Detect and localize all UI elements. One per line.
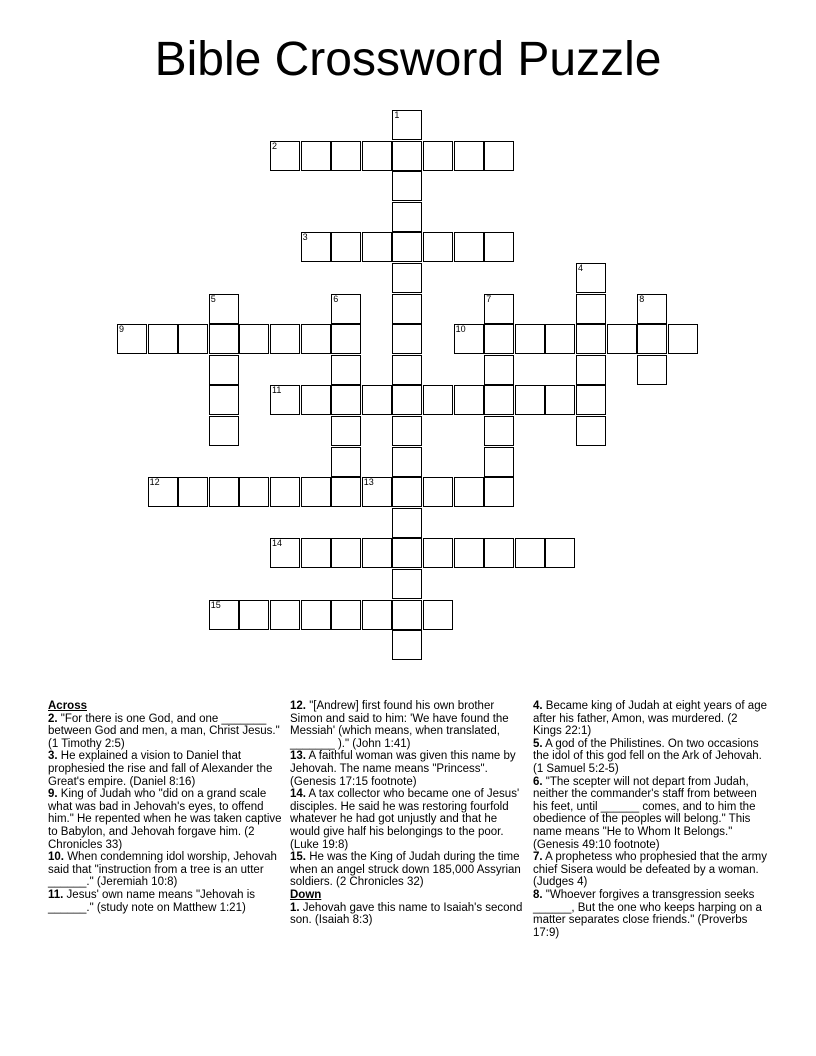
letter-input[interactable] xyxy=(546,386,574,414)
down-header: Down xyxy=(290,888,322,901)
letter-input[interactable] xyxy=(577,325,605,353)
grid-cell[interactable] xyxy=(576,416,606,446)
clue xyxy=(290,788,526,851)
clue-text: When condemning idol worship, Jehovah said that "instruction from a tree is an utter ______." (Jeremiah 10:8) xyxy=(48,851,277,889)
clue xyxy=(533,851,769,889)
clue-text: Jehovah gave this name to Isaiah's second son. (Isaiah 8:3) xyxy=(290,901,523,927)
grid-cell[interactable] xyxy=(331,355,361,385)
letter-input[interactable] xyxy=(393,233,421,261)
clue xyxy=(290,851,526,889)
clue-number: 2. xyxy=(48,712,58,725)
grid-cell[interactable] xyxy=(239,324,269,354)
grid-cell[interactable] xyxy=(454,141,484,171)
grid-cell[interactable] xyxy=(484,477,514,507)
grid-cell[interactable] xyxy=(392,324,422,354)
letter-input[interactable] xyxy=(332,448,360,476)
letter-input[interactable] xyxy=(424,539,452,567)
clue xyxy=(48,851,284,889)
cell-number: 2 xyxy=(272,140,278,151)
letter-input[interactable] xyxy=(393,570,421,598)
letter-input[interactable] xyxy=(210,601,238,629)
grid-cell[interactable] xyxy=(484,324,514,354)
clue xyxy=(48,788,284,851)
grid-cell[interactable] xyxy=(148,324,178,354)
letter-input[interactable] xyxy=(118,325,146,353)
grid-cell[interactable] xyxy=(239,477,269,507)
letter-input[interactable] xyxy=(424,386,452,414)
letter-input[interactable] xyxy=(577,356,605,384)
clue-number: 1. xyxy=(290,901,300,914)
grid-cell[interactable] xyxy=(148,477,178,507)
letter-input[interactable] xyxy=(577,386,605,414)
grid-cell[interactable] xyxy=(209,416,239,446)
cell-number: 13 xyxy=(363,477,374,488)
puzzle-title: Bible Crossword Puzzle xyxy=(154,33,662,86)
letter-input[interactable] xyxy=(363,386,391,414)
letter-input[interactable] xyxy=(302,233,330,261)
grid-cell[interactable] xyxy=(331,538,361,568)
letter-input[interactable] xyxy=(485,448,513,476)
grid-cell[interactable] xyxy=(576,263,606,293)
grid-cell[interactable] xyxy=(270,324,300,354)
clues-column-2 xyxy=(290,700,526,927)
grid-cell[interactable] xyxy=(301,477,331,507)
letter-input[interactable] xyxy=(577,264,605,292)
letter-input[interactable] xyxy=(638,356,666,384)
letter-input[interactable] xyxy=(210,325,238,353)
grid-cell[interactable] xyxy=(301,141,331,171)
letter-input[interactable] xyxy=(271,478,299,506)
grid-cell[interactable] xyxy=(545,538,575,568)
letter-input[interactable] xyxy=(516,539,544,567)
clue-text: A prophetess who prophesied that the army chief Sisera would be defeated by a woman. (Judges 4) xyxy=(533,851,767,889)
clue xyxy=(48,750,284,788)
clue xyxy=(533,700,769,738)
clue-text: A faithful woman was given this name by Jehovah. The name means "Princess". (Genesis 17:15 footnote) xyxy=(290,750,516,788)
grid-cell[interactable] xyxy=(270,385,300,415)
cell-number: 10 xyxy=(455,324,466,335)
letter-input[interactable] xyxy=(332,325,360,353)
grid-cell[interactable] xyxy=(392,232,422,262)
clue-number: 15. xyxy=(290,851,306,864)
letter-input[interactable] xyxy=(393,478,421,506)
clue-text: A tax collector who became one of Jesus' disciples. He said he was restoring fourfold whatever he had got unjustly and that he would give half his belongings to the poor. (Luke 19:8) xyxy=(290,788,520,851)
grid-cell[interactable] xyxy=(362,385,392,415)
clue-text: "The scepter will not depart from Judah, neither the commander's staff from between his feet, until ______ comes, and to him the obedience of the peoples will belong." This name means "He to Whom It Belongs." (Genesis 49:10 footnote) xyxy=(533,775,757,851)
grid-cell[interactable] xyxy=(301,385,331,415)
letter-input[interactable] xyxy=(393,386,421,414)
cell-number: 9 xyxy=(119,324,125,335)
cell-number: 15 xyxy=(210,599,221,610)
letter-input[interactable] xyxy=(363,478,391,506)
clues-column-1 xyxy=(48,700,284,914)
letter-input[interactable] xyxy=(393,631,421,659)
grid-cell[interactable] xyxy=(239,600,269,630)
grid-cell[interactable] xyxy=(392,202,422,232)
grid-cell[interactable] xyxy=(515,324,545,354)
grid-cell[interactable] xyxy=(576,294,606,324)
grid-cell[interactable] xyxy=(392,355,422,385)
letter-input[interactable] xyxy=(393,448,421,476)
letter-input[interactable] xyxy=(302,478,330,506)
grid-cell[interactable] xyxy=(637,294,667,324)
cell-number: 11 xyxy=(272,385,282,396)
letter-input[interactable] xyxy=(455,478,483,506)
grid-cell[interactable] xyxy=(209,355,239,385)
letter-input[interactable] xyxy=(210,386,238,414)
letter-input[interactable] xyxy=(302,142,330,170)
letter-input[interactable] xyxy=(393,142,421,170)
letter-input[interactable] xyxy=(393,509,421,537)
grid-cell[interactable] xyxy=(270,600,300,630)
letter-input[interactable] xyxy=(210,295,238,323)
clue-text: A god of the Philistines. On two occasions the idol of this god fell on the Ark of Jehovah. (1 Samuel 5:2-5) xyxy=(533,737,762,775)
grid-cell[interactable] xyxy=(454,477,484,507)
clue xyxy=(533,738,769,776)
grid-cell[interactable] xyxy=(301,232,331,262)
letter-input[interactable] xyxy=(485,142,513,170)
grid-cell[interactable] xyxy=(331,232,361,262)
letter-input[interactable] xyxy=(271,325,299,353)
letter-input[interactable] xyxy=(332,386,360,414)
letter-input[interactable] xyxy=(179,478,207,506)
clue-number: 13. xyxy=(290,750,306,763)
letter-input[interactable] xyxy=(332,417,360,445)
grid-cell[interactable] xyxy=(362,477,392,507)
grid-cell[interactable] xyxy=(545,385,575,415)
grid-cell[interactable] xyxy=(484,294,514,324)
clue xyxy=(290,700,526,750)
letter-input[interactable] xyxy=(485,478,513,506)
letter-input[interactable] xyxy=(393,601,421,629)
grid-cell[interactable] xyxy=(392,171,422,201)
across-header: Across xyxy=(48,700,87,712)
grid-cell[interactable] xyxy=(515,538,545,568)
cell-number: 6 xyxy=(333,293,339,304)
clue-number: 6. xyxy=(533,775,543,788)
clue-text: Jesus' own name means "Jehovah is ______." (study note on Matthew 1:21) xyxy=(48,888,256,914)
grid-cell[interactable] xyxy=(454,385,484,415)
letter-input[interactable] xyxy=(271,601,299,629)
letter-input[interactable] xyxy=(455,233,483,261)
letter-input[interactable] xyxy=(363,601,391,629)
grid-cell[interactable] xyxy=(331,600,361,630)
cell-number: 5 xyxy=(210,293,216,304)
cell-number: 4 xyxy=(578,263,584,273)
letter-input[interactable] xyxy=(455,325,483,353)
letter-input[interactable] xyxy=(302,386,330,414)
grid-cell[interactable] xyxy=(331,477,361,507)
clue-number: 5. xyxy=(533,737,543,750)
grid-cell[interactable] xyxy=(392,447,422,477)
grid-cell[interactable] xyxy=(331,447,361,477)
letter-input[interactable] xyxy=(516,386,544,414)
letter-input[interactable] xyxy=(363,233,391,261)
grid-cell[interactable] xyxy=(423,477,453,507)
grid-cell[interactable] xyxy=(392,508,422,538)
letter-input[interactable] xyxy=(424,142,452,170)
letter-input[interactable] xyxy=(577,295,605,323)
letter-input[interactable] xyxy=(393,264,421,292)
letter-input[interactable] xyxy=(393,356,421,384)
grid-cell[interactable] xyxy=(545,324,575,354)
clue-text: "[Andrew] first found his own brother Simon and said to him: 'We have found the Messiah' (which means, when translated, _______ )." (John 1:41) xyxy=(290,700,509,750)
grid-cell[interactable] xyxy=(301,600,331,630)
grid-cell[interactable] xyxy=(423,385,453,415)
grid-cell[interactable] xyxy=(392,477,422,507)
letter-input[interactable] xyxy=(608,325,636,353)
letter-input[interactable] xyxy=(546,539,574,567)
letter-input[interactable] xyxy=(485,356,513,384)
letter-input[interactable] xyxy=(332,295,360,323)
grid-cell[interactable] xyxy=(178,477,208,507)
grid-cell[interactable] xyxy=(423,600,453,630)
letter-input[interactable] xyxy=(332,233,360,261)
letter-input[interactable] xyxy=(332,142,360,170)
letter-input[interactable] xyxy=(485,417,513,445)
letter-input[interactable] xyxy=(638,295,666,323)
clue-text: "For there is one God, and one _______ between God and men, a man, Christ Jesus." (1 Timothy 2:5) xyxy=(48,712,280,750)
letter-input[interactable] xyxy=(485,233,513,261)
grid-cell[interactable] xyxy=(637,355,667,385)
grid-cell[interactable] xyxy=(362,232,392,262)
grid-cell[interactable] xyxy=(209,324,239,354)
letter-input[interactable] xyxy=(393,172,421,200)
cell-number: 12 xyxy=(149,477,160,488)
clue-text: Became king of Judah at eight years of age after his father, Amon, was murdered. (2 Kings 22:1) xyxy=(533,700,767,738)
grid-cell[interactable] xyxy=(668,324,698,354)
letter-input[interactable] xyxy=(332,478,360,506)
letter-input[interactable] xyxy=(393,417,421,445)
grid-cell[interactable] xyxy=(392,600,422,630)
grid-cell[interactable] xyxy=(392,110,422,140)
letter-input[interactable] xyxy=(455,539,483,567)
letter-input[interactable] xyxy=(393,295,421,323)
clue xyxy=(48,713,284,751)
grid-cell[interactable] xyxy=(392,416,422,446)
grid-cell[interactable] xyxy=(484,232,514,262)
letter-input[interactable] xyxy=(424,233,452,261)
clue xyxy=(533,776,769,852)
letter-input[interactable] xyxy=(485,539,513,567)
letter-input[interactable] xyxy=(393,203,421,231)
grid-cell[interactable] xyxy=(209,385,239,415)
grid-cell[interactable] xyxy=(392,538,422,568)
letter-input[interactable] xyxy=(393,111,421,139)
grid-cell[interactable] xyxy=(423,232,453,262)
letter-input[interactable] xyxy=(271,539,299,567)
grid-cell[interactable] xyxy=(484,355,514,385)
letter-input[interactable] xyxy=(455,142,483,170)
letter-input[interactable] xyxy=(546,325,574,353)
letter-input[interactable] xyxy=(669,325,697,353)
letter-input[interactable] xyxy=(210,356,238,384)
clue-number: 11. xyxy=(48,888,64,901)
letter-input[interactable] xyxy=(271,142,299,170)
grid-cell[interactable] xyxy=(178,324,208,354)
grid-cell[interactable] xyxy=(484,141,514,171)
grid-cell[interactable] xyxy=(331,324,361,354)
grid-cell[interactable] xyxy=(270,141,300,171)
letter-input[interactable] xyxy=(393,539,421,567)
grid-cell[interactable] xyxy=(301,324,331,354)
grid-cell[interactable] xyxy=(576,324,606,354)
grid-cell[interactable] xyxy=(637,324,667,354)
letter-input[interactable] xyxy=(485,325,513,353)
letter-input[interactable] xyxy=(149,325,177,353)
cell-number: 7 xyxy=(486,293,492,304)
cell-number: 3 xyxy=(302,232,308,243)
letter-input[interactable] xyxy=(363,142,391,170)
clue-number: 12. xyxy=(290,700,306,712)
cell-number: 14 xyxy=(272,538,283,549)
clue-number: 3. xyxy=(48,750,58,763)
grid-cell[interactable] xyxy=(362,600,392,630)
letter-input[interactable] xyxy=(393,325,421,353)
clue-text: King of Judah who "did on a grand scale what was bad in Jehovah's eyes, to offend him." He repented when he was taken captive to Babylon, and Jehovah forgave him. (2 Chronicles 33) xyxy=(48,788,282,851)
grid-cell[interactable] xyxy=(209,477,239,507)
grid-cell[interactable] xyxy=(392,141,422,171)
grid-cell[interactable] xyxy=(209,600,239,630)
clue-number: 14. xyxy=(290,788,306,801)
grid-cell[interactable] xyxy=(117,324,147,354)
grid-cell[interactable] xyxy=(270,538,300,568)
grid-cell[interactable] xyxy=(484,416,514,446)
letter-input[interactable] xyxy=(210,478,238,506)
cell-number: 1 xyxy=(394,110,400,120)
letter-input[interactable] xyxy=(302,325,330,353)
grid-cell[interactable] xyxy=(331,385,361,415)
letter-input[interactable] xyxy=(332,601,360,629)
grid-cell[interactable] xyxy=(607,324,637,354)
grid-cell[interactable] xyxy=(392,263,422,293)
grid-cell[interactable] xyxy=(423,538,453,568)
letter-input[interactable] xyxy=(302,601,330,629)
grid-cell[interactable] xyxy=(331,141,361,171)
letter-input[interactable] xyxy=(271,386,299,414)
letter-input[interactable] xyxy=(577,417,605,445)
letter-input[interactable] xyxy=(240,601,268,629)
letter-input[interactable] xyxy=(149,478,177,506)
clue-number: 9. xyxy=(48,788,58,801)
letter-input[interactable] xyxy=(179,325,207,353)
clue xyxy=(48,889,284,914)
letter-input[interactable] xyxy=(240,478,268,506)
clues-column-3 xyxy=(533,700,769,939)
grid-cell[interactable] xyxy=(576,355,606,385)
letter-input[interactable] xyxy=(485,386,513,414)
letter-input[interactable] xyxy=(516,325,544,353)
letter-input[interactable] xyxy=(424,478,452,506)
letter-input[interactable] xyxy=(332,356,360,384)
clue-number: 7. xyxy=(533,851,543,864)
letter-input[interactable] xyxy=(210,417,238,445)
letter-input[interactable] xyxy=(302,539,330,567)
clue-number: 10. xyxy=(48,851,64,864)
letter-input[interactable] xyxy=(332,539,360,567)
grid-cell[interactable] xyxy=(392,385,422,415)
clue xyxy=(533,889,769,939)
grid-cell[interactable] xyxy=(515,385,545,415)
grid-cell[interactable] xyxy=(454,538,484,568)
grid-cell[interactable] xyxy=(484,385,514,415)
letter-input[interactable] xyxy=(240,325,268,353)
grid-cell[interactable] xyxy=(392,630,422,660)
clue-number: 4. xyxy=(533,700,543,712)
grid-cell[interactable] xyxy=(362,538,392,568)
grid-cell[interactable] xyxy=(423,141,453,171)
grid-cell[interactable] xyxy=(362,141,392,171)
grid-cell[interactable] xyxy=(301,538,331,568)
grid-cell[interactable] xyxy=(454,232,484,262)
letter-input[interactable] xyxy=(455,386,483,414)
grid-cell[interactable] xyxy=(392,569,422,599)
cell-number: 8 xyxy=(639,293,645,304)
letter-input[interactable] xyxy=(638,325,666,353)
grid-cell[interactable] xyxy=(209,294,239,324)
clue-text: He was the King of Judah during the time when an angel struck down 185,000 Assyrian soldiers. (2 Chronicles 32) xyxy=(290,851,521,889)
letter-input[interactable] xyxy=(363,539,391,567)
clue xyxy=(290,902,526,927)
clue-text: He explained a vision to Daniel that prophesied the rise and fall of Alexander the Great's empire. (Daniel 8:16) xyxy=(48,750,273,788)
grid-cell[interactable] xyxy=(392,294,422,324)
grid-cell[interactable] xyxy=(331,294,361,324)
letter-input[interactable] xyxy=(424,601,452,629)
grid-cell[interactable] xyxy=(576,385,606,415)
grid-cell[interactable] xyxy=(454,324,484,354)
clue-text: "Whoever forgives a transgression seeks ______, But the one who keeps harping on a matter separates close friends." (Proverbs 17:9) xyxy=(533,888,762,939)
letter-input[interactable] xyxy=(485,295,513,323)
grid-cell[interactable] xyxy=(331,416,361,446)
clue-number: 8. xyxy=(533,888,543,901)
clue xyxy=(290,750,526,788)
grid-cell[interactable] xyxy=(270,477,300,507)
grid-cell[interactable] xyxy=(484,447,514,477)
grid-cell[interactable] xyxy=(484,538,514,568)
